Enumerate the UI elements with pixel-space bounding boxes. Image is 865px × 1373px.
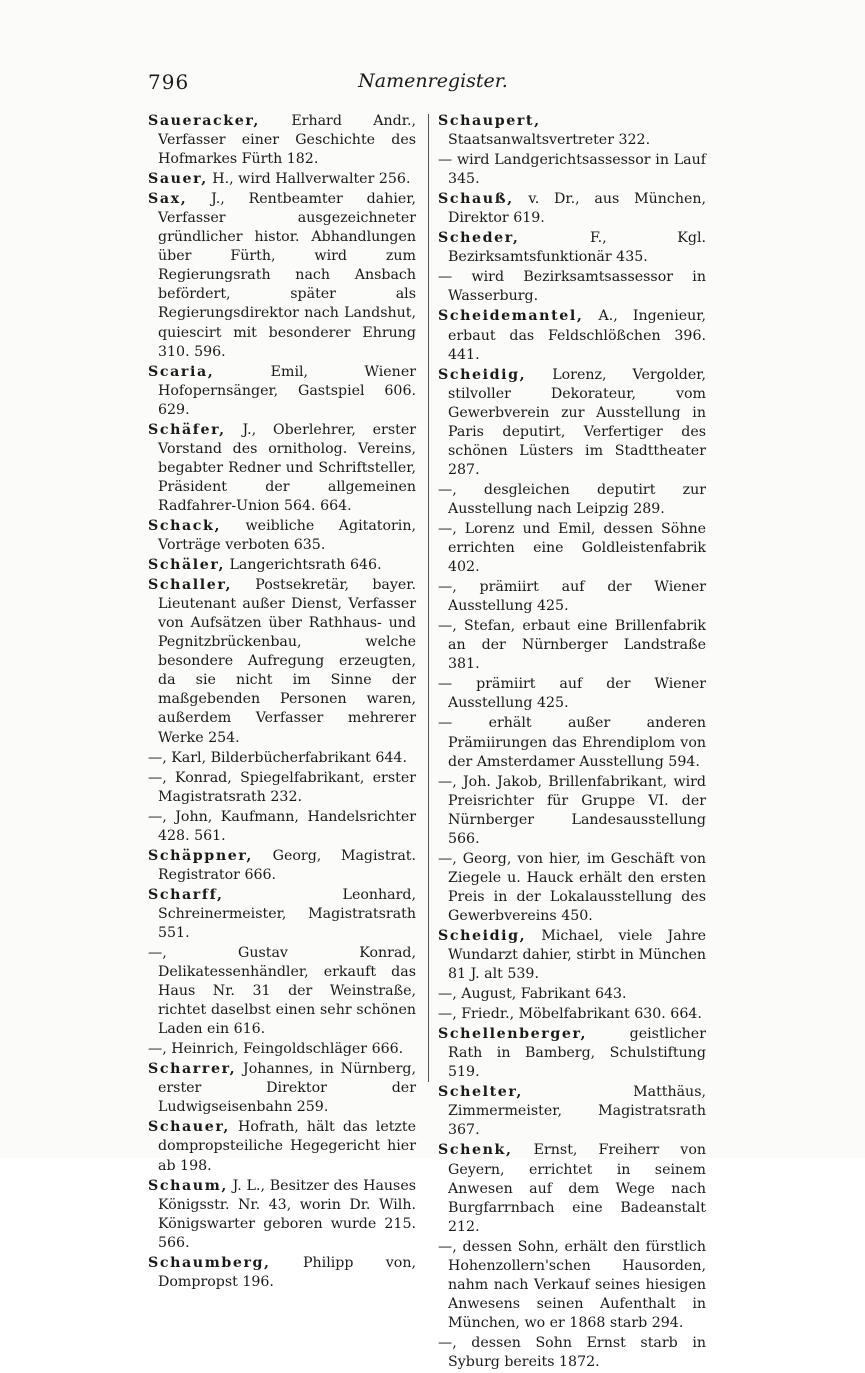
- entry-text: —, August, Fabrikant 643.: [438, 986, 627, 1003]
- entry-text: A., Ingenieur, erbaut das Feldschlößchen 396. 441.: [448, 308, 706, 363]
- index-entry: [148, 363, 416, 420]
- index-entry: [438, 1005, 706, 1024]
- entry-text: Langerichtsrath 646.: [229, 557, 382, 574]
- index-entry: [438, 927, 706, 984]
- index-entry: [438, 714, 706, 771]
- index-entry: [148, 886, 416, 943]
- entry-text: —, Stefan, erbaut eine Brillenfabrik an der Nürnberger Landstraße 381.: [438, 618, 706, 673]
- index-entry: [148, 769, 416, 807]
- entry-text: — erhält außer anderen Prämiirungen das Ehrendiplom von der Amsterdamer Ausstellung 594.: [438, 715, 706, 770]
- index-entry: [148, 1254, 416, 1292]
- entry-name: Schellenberger,: [438, 1026, 588, 1043]
- entry-text: v. Dr., aus München, Direktor 619.: [448, 191, 706, 227]
- entry-text: —, Joh. Jakob, Brillenfabrikant, wird Preisrichter für Gruppe VI. der Nürnberger Landesausstellung 566.: [438, 773, 706, 847]
- index-entry: [148, 1060, 416, 1117]
- entry-name: Schauß,: [438, 191, 514, 208]
- entry-name: Sauer,: [148, 171, 208, 188]
- entry-name: Scharff,: [148, 886, 224, 903]
- entry-text: —, Gustav Konrad, Delikatessenhändler, erkauft das Haus Nr. 31 der Weinstraße, richtet daselbst einen sehr schönen Laden ein 616.: [148, 945, 416, 1038]
- entry-name: Schenk,: [438, 1142, 513, 1159]
- entry-text: Matthäus, Zimmermeister, Magistratsrath 367.: [448, 1084, 706, 1139]
- entry-text: Philipp von, Dompropst 196.: [158, 1254, 416, 1290]
- entry-text: — wird Landgerichtsassessor in Lauf 345.: [438, 152, 706, 188]
- index-entry: [148, 944, 416, 1039]
- index-entry: [148, 517, 416, 555]
- index-entry: [438, 112, 706, 150]
- entry-text: —, Heinrich, Feingoldschläger 666.: [148, 1041, 404, 1058]
- entry-text: Michael, viele Jahre Wundarzt dahier, stirbt in München 81 J. alt 539.: [448, 927, 706, 983]
- index-entry: [438, 1334, 706, 1372]
- index-entry: [438, 985, 706, 1004]
- index-entry: [148, 576, 416, 747]
- index-entry: [438, 850, 706, 926]
- page-header: [148, 70, 718, 100]
- entry-text: —, desgleichen deputirt zur Ausstellung nach Leipzig 289.: [438, 481, 706, 517]
- index-entry: [438, 520, 706, 577]
- entry-name: Schelter,: [438, 1084, 523, 1101]
- entry-name: Scheidig,: [438, 366, 527, 383]
- index-entry: [148, 1118, 416, 1175]
- entry-text: —, Georg, von hier, im Geschäft von Ziegele u. Hauck erhält den ersten Preis in der Lokalausstellung des Gewerbvereins 450.: [438, 850, 706, 924]
- entry-name: Schauer,: [148, 1119, 230, 1136]
- entry-text: —, dessen Sohn Ernst starb in Syburg bereits 1872.: [438, 1334, 706, 1370]
- index-entry: [148, 190, 416, 361]
- entry-text: —, Karl, Bilderbücherfabrikant 644.: [148, 749, 407, 766]
- entry-name: Schäler,: [148, 557, 225, 574]
- index-entry: [438, 1025, 706, 1082]
- index-entry: [438, 1141, 706, 1236]
- entry-text: Staatsanwaltsvertreter 322.: [448, 132, 651, 149]
- entry-name: Scharrer,: [148, 1061, 237, 1078]
- index-entry: [438, 268, 706, 306]
- index-entry: [148, 170, 416, 189]
- entry-text: Postsekretär, bayer. Lieutenant außer Dienst, Verfasser von Aufsätzen über Rathhaus- und Pegnitzbrückenbau, welche besondere Aufregung erzeugten, da sie nicht im Sinne der maßgebenden Personen waren, außerdem Verfasser mehrerer Werke 254.: [158, 577, 416, 746]
- entry-text: J., Oberlehrer, erster Vorstand des ornitholog. Vereins, begabter Redner und Schriftsteller, Präsident der allgemeinen Radfahrer-Union 564. 664.: [158, 421, 416, 514]
- entry-name: Schaumberg,: [148, 1254, 271, 1271]
- index-entry: [438, 773, 706, 849]
- index-entry: [148, 421, 416, 516]
- index-entry: [148, 112, 416, 169]
- entry-name: Schaller,: [148, 577, 232, 594]
- entry-text: —, dessen Sohn, erhält den fürstlich Hohenzollern'schen Hausorden, nahm nach Verkauf seines hiesigen Anwesens seinen Aufenthalt in München, wo er 1868 starb 294.: [438, 1238, 706, 1331]
- entry-text: H., wird Hallverwalter 256.: [212, 171, 411, 188]
- entry-text: —, Lorenz und Emil, dessen Söhne errichten eine Goldleistenfabrik 402.: [438, 520, 706, 576]
- index-entry: [438, 366, 706, 480]
- entry-text: —, Konrad, Spiegelfabrikant, erster Magistratsrath 232.: [148, 769, 416, 805]
- index-entry: [438, 578, 706, 616]
- entry-name: Schäppner,: [148, 847, 253, 864]
- entry-name: Scheidemantel,: [438, 308, 584, 325]
- entry-text: Erhard Andr., Verfasser einer Geschichte des Hofmarkes Fürth 182.: [158, 113, 416, 168]
- index-entry: [438, 151, 706, 189]
- index-entry: [148, 1177, 416, 1253]
- entry-text: J. L., Besitzer des Hauses Königsstr. Nr. 43, worin Dr. Wilh. Königswarter geboren wurde 215. 566.: [158, 1177, 416, 1251]
- entry-name: Sax,: [148, 191, 188, 208]
- entry-text: F., Kgl. Bezirksamtsfunktionär 435.: [448, 230, 707, 266]
- entry-name: Schaum,: [148, 1177, 228, 1194]
- index-entry: [438, 675, 706, 713]
- entry-text: Georg, Magistrat. Registrator 666.: [158, 847, 416, 883]
- entry-text: weibliche Agitatorin, Vorträge verboten 635.: [158, 517, 416, 554]
- index-entry: [148, 847, 416, 885]
- entry-name: Saueracker,: [148, 113, 260, 129]
- entry-name: Schaupert,: [438, 113, 541, 129]
- index-entry: [148, 1040, 416, 1059]
- index-entry: [438, 190, 706, 228]
- index-entry: [148, 749, 416, 768]
- entry-text: Hofrath, hält das letzte dompropsteiliche Hegegericht hier ab 198.: [158, 1119, 416, 1174]
- running-title: Namenregister.: [358, 70, 508, 92]
- entry-text: — prämiirt auf der Wiener Ausstellung 425.: [438, 676, 706, 712]
- index-entry: [438, 617, 706, 674]
- entry-name: Schäfer,: [148, 421, 226, 438]
- index-entry: [438, 307, 706, 364]
- index-entry: [438, 229, 706, 267]
- entry-text: Johannes, in Nürnberg, erster Direktor der Ludwigseisenbahn 259.: [158, 1061, 416, 1116]
- entry-text: —, prämiirt auf der Wiener Ausstellung 425.: [438, 579, 706, 615]
- column-divider: [428, 114, 429, 1082]
- entry-text: —, John, Kaufmann, Handelsrichter 428. 561.: [148, 808, 416, 844]
- entry-text: — wird Bezirksamtsassessor in Wasserburg.: [438, 269, 706, 305]
- entry-name: Schack,: [148, 517, 222, 534]
- entry-name: Scheidig,: [438, 927, 527, 944]
- entry-text: Emil, Wiener Hofopernsänger, Gastspiel 606. 629.: [158, 363, 416, 418]
- entry-text: Leonhard, Schreinermeister, Magistratsrath 551.: [158, 886, 416, 941]
- entry-text: —, Friedr., Möbelfabrikant 630. 664.: [438, 1006, 702, 1023]
- entry-text: J., Rentbeamter dahier, Verfasser ausgezeichneter gründlicher histor. Abhandlungen über Fürth, wird zum Regierungsrath nach Ansbach befördert, später als Regierungsdirektor nach Landshut, quiescirt mit besonderer Ehrung 310. 596.: [158, 191, 416, 360]
- index-entry: [438, 1083, 706, 1140]
- index-entry: [438, 481, 706, 519]
- entry-text: geistlicher Rath in Bamberg, Schulstiftung 519.: [448, 1026, 706, 1081]
- right-column: [438, 112, 706, 1373]
- left-column: [148, 112, 416, 1293]
- page-number: 796: [148, 70, 190, 94]
- index-entry: [148, 808, 416, 846]
- entry-name: Scaria,: [148, 363, 215, 380]
- entry-text: Lorenz, Vergolder, stilvoller Dekorateur, vom Gewerbverein zur Ausstellung in Paris deputirt, Verfertiger des schönen Lüsters im Stadttheater 287.: [448, 366, 706, 478]
- entry-name: Scheder,: [438, 230, 520, 247]
- index-entry: [148, 556, 416, 575]
- entry-text: Ernst, Freiherr von Geyern, errichtet in seinem Anwesen auf dem Wege nach Burgfarrnbach eine Badeanstalt 212.: [448, 1142, 706, 1235]
- index-entry: [438, 1238, 706, 1333]
